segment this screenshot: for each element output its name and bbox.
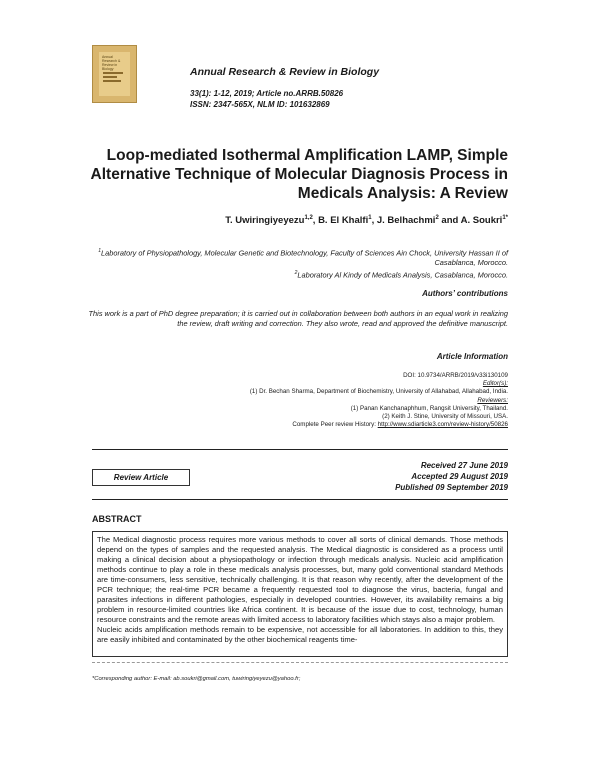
- article-dates: [395, 460, 508, 493]
- editor-label: Editor(s):: [482, 380, 508, 388]
- author-affil-sup: 2: [435, 215, 439, 221]
- abstract-box: [92, 531, 508, 657]
- footnote-divider: [92, 662, 508, 663]
- reviewer-2: (2) Keith J. Stine, University of Missouri, USA.: [382, 413, 508, 421]
- editor: (1) Dr. Bechan Sharma, Department of Biochemistry, University of Allahabad, Allahabad, India.: [249, 388, 508, 396]
- journal-cover-thumbnail: [92, 45, 137, 103]
- journal-name: Annual Research & Review in Biology: [190, 66, 380, 78]
- reviewers-label: Reviewers:: [477, 396, 508, 404]
- article-type-badge: Review Article: [92, 469, 190, 486]
- corresponding-author-footnote: *Corresponding author: E-mail: ab.soukri@gmail.com, tuwiringiyeyezu@yahoo.fr;: [92, 676, 301, 682]
- affiliation-1: [88, 246, 508, 268]
- reviewer-1: (1) Panan Kanchanaphhum, Rangsit University, Thailand.: [350, 404, 508, 412]
- affil-num: 2: [294, 270, 298, 277]
- published-date: Published 09 September 2019: [395, 483, 508, 492]
- author-name: J. Belhachmi: [376, 215, 436, 227]
- received-date: Received 27 June 2019: [420, 461, 508, 470]
- history-label: Complete Peer review History:: [292, 421, 378, 429]
- author-list: [225, 215, 508, 226]
- contributions-text: This work is a part of PhD degree preparation; it is carried out in collaboration between both authors in an equal work in realizing the review, draft writing and correction. They also wrote, read and approved the definitive manuscript.: [88, 309, 508, 328]
- issn-line: ISSN: 2347-565X, NLM ID: 101632869: [190, 100, 330, 109]
- contributions-heading: Authors’ contributions: [422, 289, 508, 298]
- journal-issue: [190, 88, 343, 110]
- abstract-paragraph-2: Nucleic acids amplification methods remain to be expensive, not accessible for all laboratories. In addition to this, they are easily inhibited and contaminated by the other biochemical reagents time-: [97, 625, 503, 644]
- author-sep: ,: [312, 215, 319, 227]
- cover-title: Annual Research & Review in Biology: [102, 55, 121, 71]
- article-info: [88, 372, 508, 429]
- author-sep: ,: [371, 215, 377, 227]
- affiliations: [88, 246, 508, 281]
- author-name: B. El Khalfi: [318, 215, 369, 227]
- abstract-paragraph-1: The Medical diagnostic process requires more various methods to cover all sorts of clinical demands. Those methods depend on the types of samples and the requested analysis. The Medical diagnostic is considered as a process until making a clinical decision about a physiopathology or infection through medicals analysis. Nucleic acid amplification methods continue to play a role in these medicals analysis processes, but, many gold conventional standard Methods are time-consumers, less sensitive, technically challenging. It is that reason why recently, after the development of the PCR technique; the real-time PCR became a frequently requested tool to diagnose the virus, bacteria, fungal and parasites infections in different pathologies, especially in developed countries. However, its availability remains a big problem in resource-limited countries like Africa continent. It is because of the issue due to cost, technology, human resource constraints and the remote areas with limited access to laboratory facilities which stays also a major problem.: [97, 535, 503, 624]
- author-name: T. Uwiringiyeyezu: [225, 215, 305, 227]
- review-history-link[interactable]: http://www.sdiarticle3.com/review-history/50826: [377, 421, 508, 429]
- review-history: [88, 421, 508, 429]
- affil-text: Laboratory of Physiopathology, Molecular Genetic and Biotechnology, Faculty of Sciences Ain Chock, University Hassan II of Casablanca, Morocco.: [101, 248, 508, 268]
- paper-title: Loop-mediated Isothermal Amplification LAMP, Simple Alternative Technique of Molecular Diagnosis Process in Medicals Analysis: A Review: [90, 147, 508, 202]
- abstract-heading: ABSTRACT: [92, 514, 142, 524]
- affil-text: Laboratory Al Kindy of Medicals Analysis, Casablanca, Morocco.: [297, 270, 508, 280]
- affil-num: 1: [98, 248, 102, 254]
- author-affil-sup: 1: [368, 215, 372, 221]
- doi: DOI: 10.9734/ARRB/2019/v33i130109: [403, 372, 508, 379]
- accepted-date: Accepted 29 August 2019: [411, 472, 508, 481]
- author-affil-sup: 1*: [502, 215, 508, 221]
- author-affil-sup: 1,2: [304, 215, 313, 221]
- author-name: A. Soukri: [460, 215, 503, 227]
- divider: [92, 499, 508, 500]
- article-info-heading: Article Information: [436, 352, 508, 361]
- author-sep: and: [438, 215, 461, 227]
- divider: [92, 449, 508, 450]
- affiliation-2: [88, 268, 508, 280]
- issue-line: 33(1): 1-12, 2019; Article no.ARRB.50826: [190, 89, 344, 98]
